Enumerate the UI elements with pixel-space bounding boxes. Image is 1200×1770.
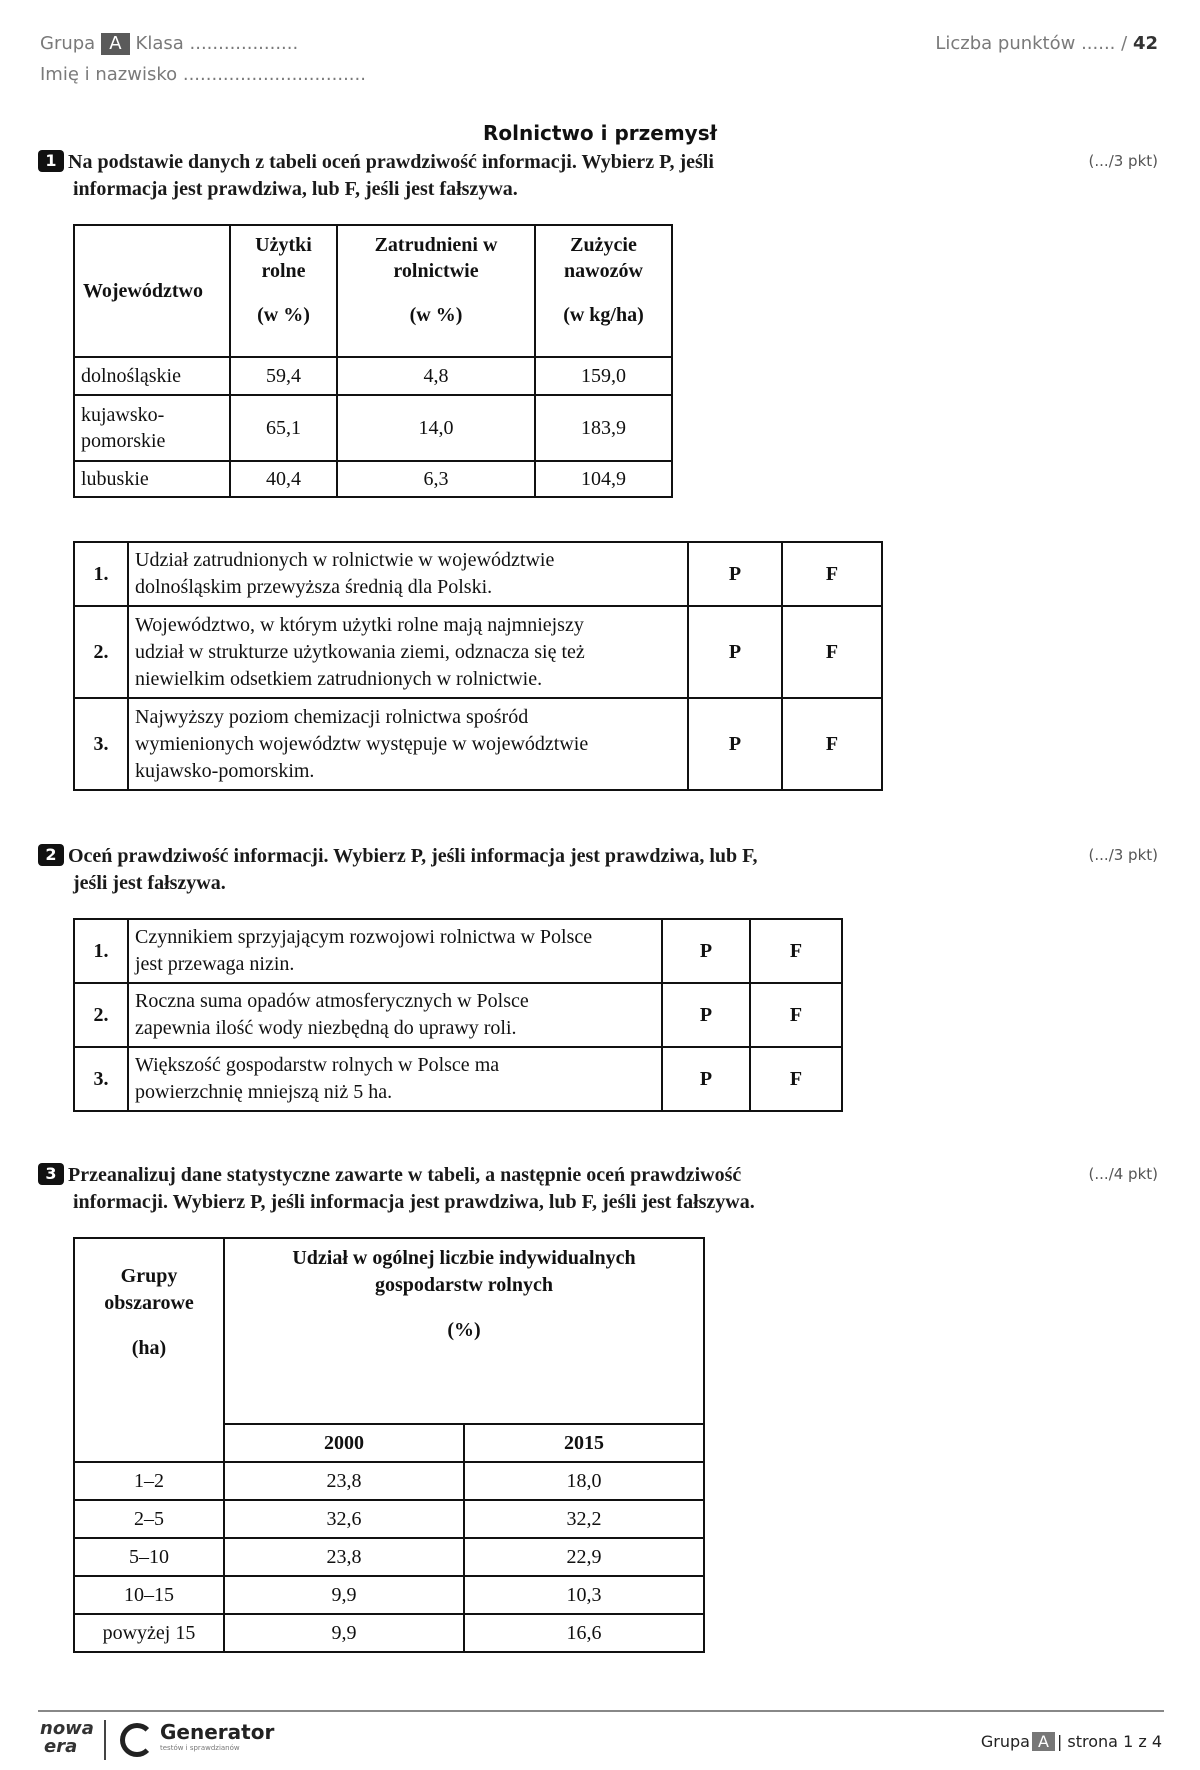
th-share: Udział w ogólnej liczbie indywidualnych gospodarstw rolnych (%) — [224, 1238, 704, 1424]
task2-instruction — [38, 843, 1038, 897]
group-label: Grupa — [40, 33, 96, 54]
task2-points: (.../3 pkt) — [1088, 846, 1158, 864]
task2-number: 2 — [38, 844, 64, 866]
task3-number: 3 — [38, 1163, 64, 1185]
task3-line1: Przeanalizuj dane statystyczne zawarte w tabeli, a następnie oceń prawdziwość — [68, 1164, 742, 1186]
answer-f[interactable]: F — [782, 606, 882, 698]
th-employed: Zatrudnieni w rolnictwie (w %) — [337, 225, 535, 357]
class-field: Klasa ................... — [135, 33, 299, 54]
name-field: Imię i nazwisko ................................ — [40, 64, 366, 85]
footer-divider — [38, 1710, 1164, 1712]
th-year-2000: 2000 — [224, 1424, 464, 1462]
table-row: kujawsko- pomorskie 65,1 14,0 183,9 — [74, 395, 672, 461]
task3-line2: informacji. Wybierz P, jeśli informacja jest prawdziwa, lub F, jeśli jest fałszywa. — [73, 1191, 755, 1213]
statement-row: 1. Udział zatrudnionych w rolnictwie w województwie dolnośląskim przewyższa średnią dla Polski. P F — [74, 542, 882, 606]
th-arable: Użytki rolne (w %) — [230, 225, 337, 357]
task3-data-table — [73, 1237, 705, 1653]
table-row: 1–2 23,8 18,0 — [74, 1462, 704, 1500]
th-year-2015: 2015 — [464, 1424, 704, 1462]
nowa-era-logo: nowa era — [40, 1718, 94, 1757]
statement-row: 3. Większość gospodarstw rolnych w Polsce ma powierzchnię mniejszą niż 5 ha. P F — [74, 1047, 842, 1111]
logo-separator — [104, 1720, 106, 1760]
task2-line2: jeśli jest fałszywa. — [73, 872, 226, 894]
footer-page-info: Grupa A | strona 1 z 4 — [980, 1732, 1162, 1751]
task1-points: (.../3 pkt) — [1088, 152, 1158, 170]
answer-p[interactable]: P — [662, 983, 750, 1047]
header-group-class — [40, 33, 298, 55]
task1-line1: Na podstawie danych z tabeli oceń prawdziwość informacji. Wybierz P, jeśli — [68, 151, 714, 173]
group-value: A — [101, 33, 129, 55]
th-area-groups: Grupy obszarowe (ha) — [74, 1238, 224, 1462]
task1-data-table — [73, 224, 673, 498]
table-row: powyżej 15 9,9 16,6 — [74, 1614, 704, 1652]
generator-g-icon — [120, 1723, 154, 1757]
task1-number: 1 — [38, 150, 64, 172]
statement-row: 1. Czynnikiem sprzyjającym rozwojowi rolnictwa w Polsce jest przewaga nizin. P F — [74, 919, 842, 983]
th-region: Województwo — [74, 225, 230, 357]
table-row: dolnośląskie 59,4 4,8 159,0 — [74, 357, 672, 395]
th-fertilizer: Zużycie nawozów (w kg/ha) — [535, 225, 672, 357]
statement-row: 3. Najwyższy poziom chemizacji rolnictwa spośród wymienionych województw występuje w województwie kujawsko-pomorskim. P F — [74, 698, 882, 790]
answer-f[interactable]: F — [750, 983, 842, 1047]
answer-p[interactable]: P — [688, 698, 782, 790]
statement-row: 2. Roczna suma opadów atmosferycznych w Polsce zapewnia ilość wody niezbędną do uprawy roli. P F — [74, 983, 842, 1047]
points-label: Liczba punktów ...... / — [935, 33, 1128, 54]
task1-instruction — [38, 149, 1038, 203]
answer-p[interactable]: P — [688, 606, 782, 698]
answer-f[interactable]: F — [782, 542, 882, 606]
points-total — [935, 33, 1158, 54]
points-max: 42 — [1132, 33, 1158, 54]
task3-points: (.../4 pkt) — [1088, 1165, 1158, 1183]
task3-instruction — [38, 1162, 1038, 1216]
task2-line1: Oceń prawdziwość informacji. Wybierz P, jeśli informacja jest prawdziwa, lub F, — [68, 845, 758, 867]
table-row: 10–15 9,9 10,3 — [74, 1576, 704, 1614]
page-title: Rolnictwo i przemysł — [482, 121, 718, 145]
task1-statements — [73, 541, 883, 791]
task2-statements — [73, 918, 843, 1112]
answer-p[interactable]: P — [662, 919, 750, 983]
answer-p[interactable]: P — [688, 542, 782, 606]
table-row: 2–5 32,6 32,2 — [74, 1500, 704, 1538]
statement-row: 2. Województwo, w którym użytki rolne mają najmniejszy udział w strukturze użytkowania ziemi, odznacza się też niewielkim odsetkiem zatrudnionych w rolnictwie. P F — [74, 606, 882, 698]
table-row: lubuskie 40,4 6,3 104,9 — [74, 461, 672, 497]
answer-f[interactable]: F — [750, 1047, 842, 1111]
table-row: 5–10 23,8 22,9 — [74, 1538, 704, 1576]
generator-logo: Generator testów i sprawdzianów — [160, 1720, 275, 1752]
task1-line2: informacja jest prawdziwa, lub F, jeśli jest fałszywa. — [73, 178, 518, 200]
answer-f[interactable]: F — [750, 919, 842, 983]
answer-f[interactable]: F — [782, 698, 882, 790]
answer-p[interactable]: P — [662, 1047, 750, 1111]
